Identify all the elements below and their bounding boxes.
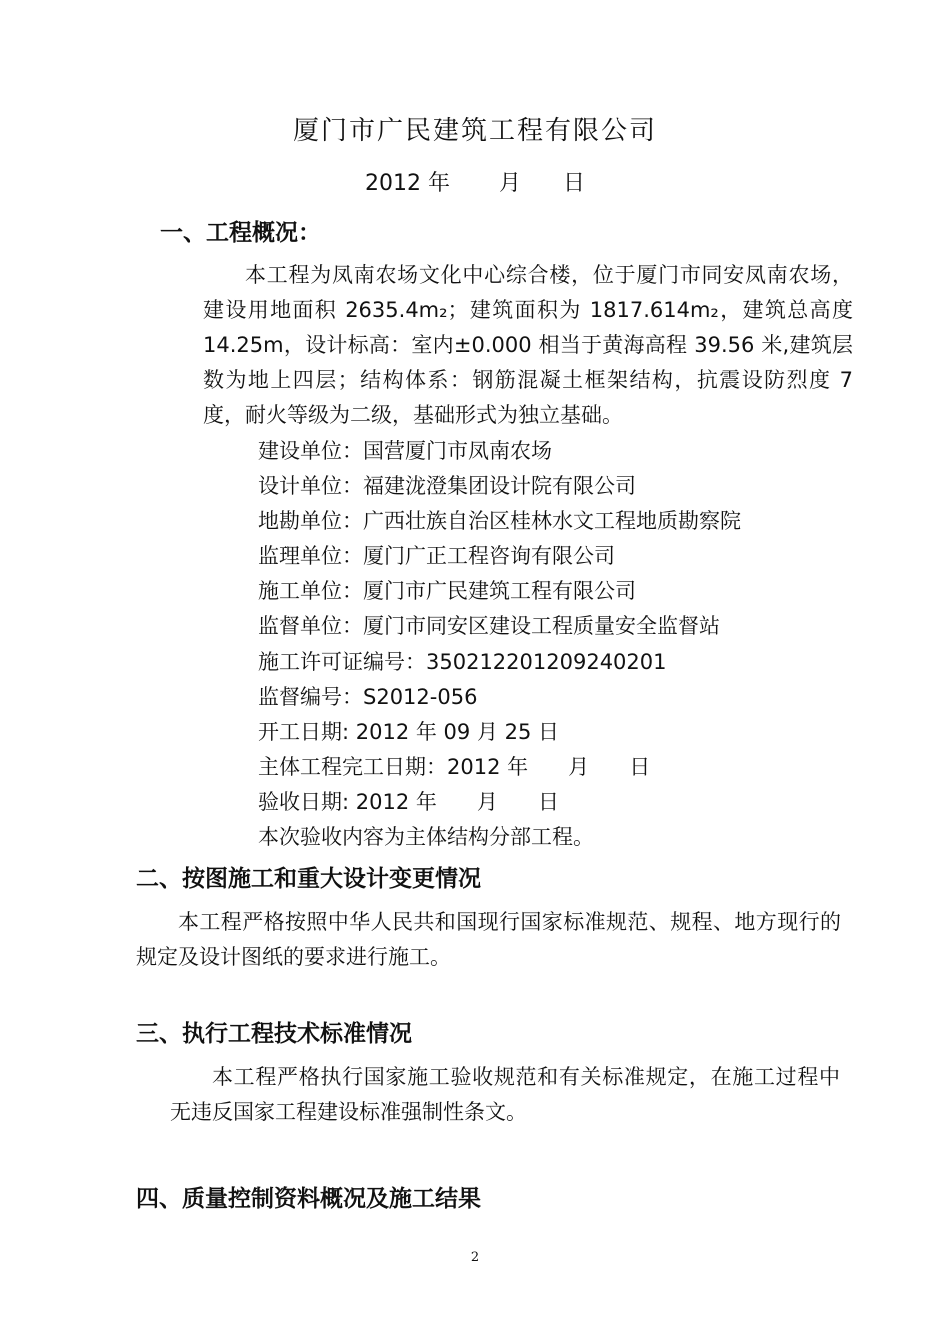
info-item-acceptance-scope: 本次验收内容为主体结构分部工程。 — [258, 825, 594, 850]
section-heading-quality-control: 四、质量控制资料概况及施工结果 — [136, 1186, 481, 1212]
info-item-survey-unit: 地勘单位：广西壮族自治区桂林水文工程地质勘察院 — [258, 509, 741, 534]
info-item-construction-unit: 建设单位：国营厦门市凤南农场 — [258, 439, 552, 463]
info-item-acceptance-date: 验收日期: 2012 年 月 日 — [258, 789, 559, 814]
info-item-permit-number: 施工许可证编号：350212201209240201 — [258, 649, 667, 674]
design-changes-paragraph: 本工程严格按照中华人民共和国现行国家标准规范、规程、地方现行的规定及设计图纸的要求进行施工。 — [136, 910, 841, 969]
info-item-design-unit: 设计单位：福建泷澄集团设计院有限公司 — [258, 474, 636, 499]
company-title: 厦门市广民建筑工程有限公司 — [292, 116, 657, 146]
section-heading-design-changes: 二、按图施工和重大设计变更情况 — [136, 866, 481, 892]
standards-paragraph: 本工程严格执行国家施工验收规范和有关标准规定，在施工过程中无违反国家工程建设标准强制性条文。 — [170, 1065, 840, 1124]
project-info-list — [258, 434, 741, 855]
overview-paragraph: 本工程为凤南农场文化中心综合楼，位于厦门市同安凤南农场，建设用地面积 2635.4m₂；建筑面积为 1817.614m₂，建筑总高度 14.25m，设计标高：室内±0.000 相当于黄海高程 39.56 米,建筑层数为地上四层；结构体系：钢筋混凝土框架结构，抗震设防烈度 7 度，耐火等级为二级，基础形式为独立基础。 — [203, 263, 853, 427]
info-item-completion-date: 主体工程完工日期：2012 年 月 日 — [258, 754, 651, 779]
section-heading-overview: 一、工程概况： — [160, 220, 321, 246]
report-date: 2012 年 月 日 — [365, 171, 585, 196]
info-item-oversight-number: 监督编号：S2012-056 — [258, 684, 478, 709]
info-item-builder-unit: 施工单位：厦门市广民建筑工程有限公司 — [258, 579, 636, 604]
info-item-start-date: 开工日期: 2012 年 09 月 25 日 — [258, 719, 560, 744]
section-heading-standards: 三、执行工程技术标准情况 — [136, 1021, 412, 1047]
info-item-supervision-unit: 监理单位：厦门广正工程咨询有限公司 — [258, 544, 615, 569]
page-number: 2 — [470, 1250, 480, 1265]
info-item-oversight-unit: 监督单位：厦门市同安区建设工程质量安全监督站 — [258, 614, 720, 639]
